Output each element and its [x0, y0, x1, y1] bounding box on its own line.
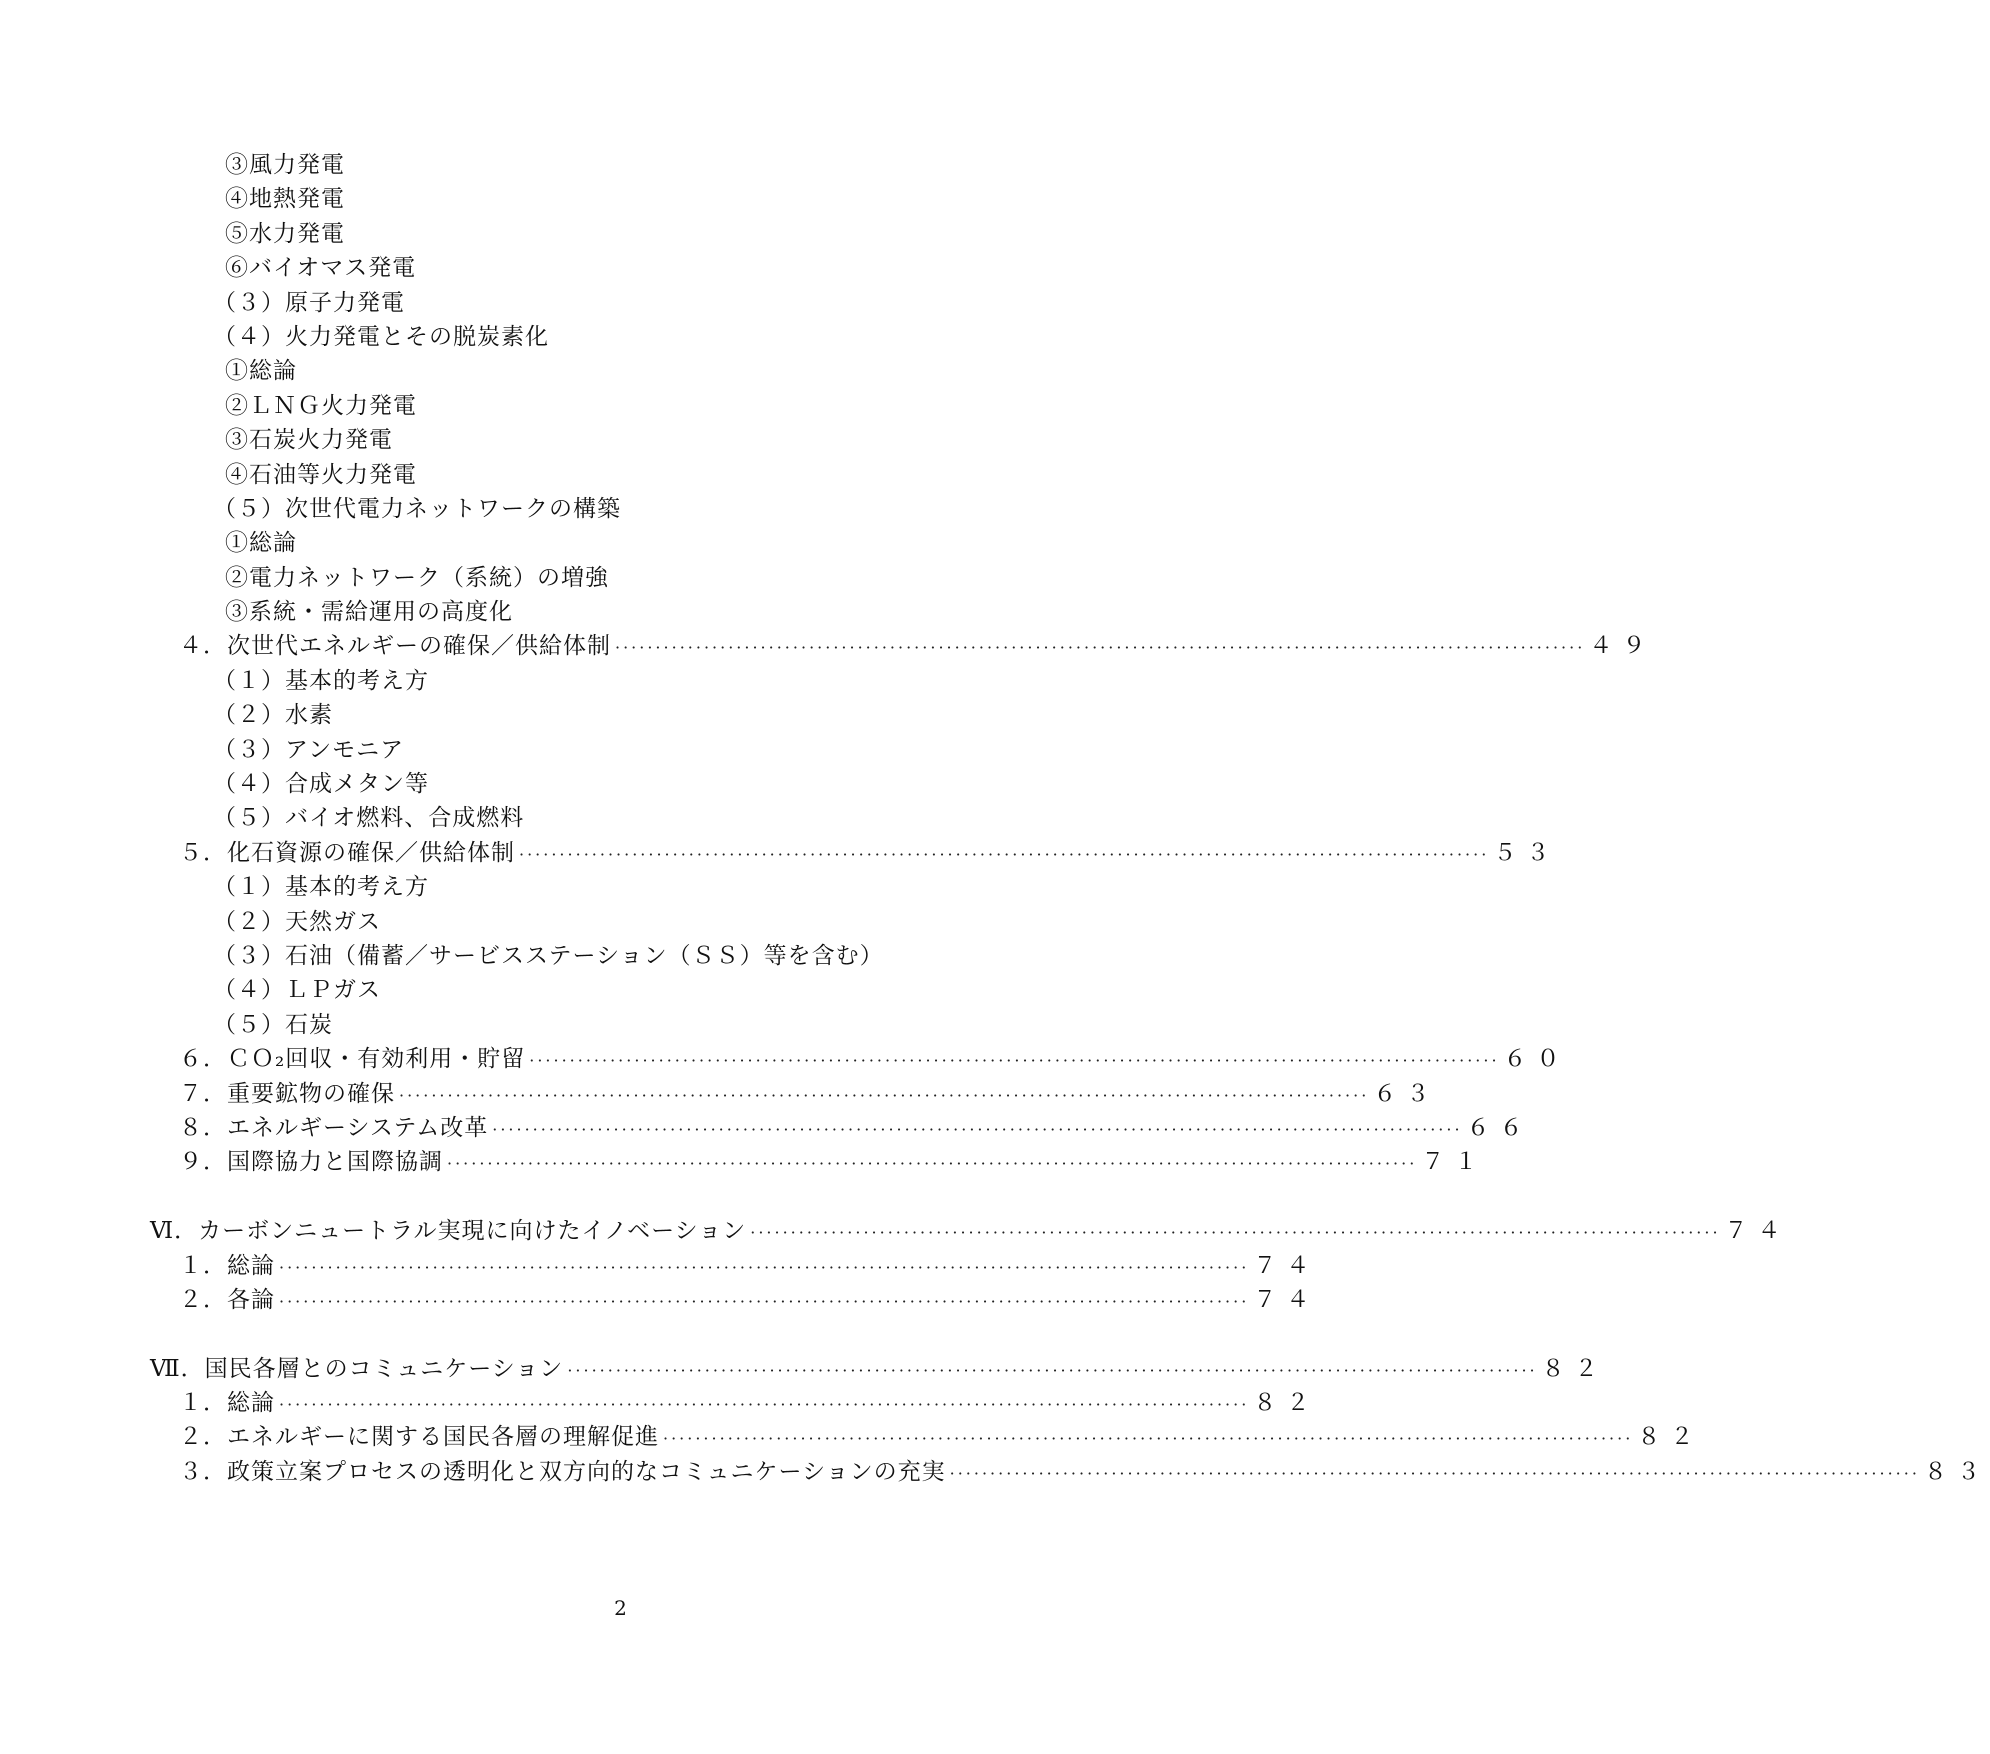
- page-number: 2: [614, 1596, 627, 1620]
- toc-entry[interactable]: [150, 1008, 1090, 1042]
- toc-entry-with-page[interactable]: [150, 1145, 1488, 1179]
- toc-entry-page: ８２: [1637, 1424, 1704, 1451]
- toc-entry-label: ５．化石資源の確保／供給体制: [179, 839, 515, 866]
- leader-dots: ························································································································: [567, 1360, 1538, 1380]
- toc-entry-label: ①総論: [225, 530, 297, 557]
- toc-entry-page: ７１: [1421, 1149, 1488, 1176]
- leader-dots: ························································································································: [279, 1291, 1250, 1311]
- toc-entry-label: （３）原子力発電: [213, 289, 405, 316]
- toc-entry-with-page[interactable]: [150, 1111, 1533, 1145]
- toc-entry-label: ３．政策立案プロセスの透明化と双方向的なコミュニケーションの充実: [179, 1458, 946, 1485]
- toc-entry-label: １．総論: [179, 1252, 275, 1279]
- toc-entry-page: ８２: [1541, 1355, 1608, 1382]
- leader-dots: ························································································································: [279, 1257, 1250, 1277]
- table-of-contents: [150, 148, 1990, 1489]
- toc-entry-with-page[interactable]: [150, 1249, 1320, 1283]
- leader-dots: ························································································································: [615, 638, 1586, 658]
- toc-entry-label: （５）石炭: [213, 1011, 333, 1038]
- toc-entry[interactable]: [150, 526, 1090, 560]
- toc-entry-label: （３）アンモニア: [213, 736, 405, 763]
- leader-dots: ························································································································: [447, 1154, 1418, 1174]
- toc-entry[interactable]: [150, 733, 1090, 767]
- toc-entry[interactable]: [150, 939, 1090, 973]
- toc-entry-label: （３）石油（備蓄／サービスステーション（ＳＳ）等を含む）: [213, 942, 884, 969]
- toc-entry-label: ②電力ネットワーク（系統）の増強: [225, 564, 609, 591]
- toc-entry-label: （５）バイオ燃料、合成燃料: [213, 805, 525, 832]
- toc-entry-page: ６３: [1373, 1080, 1440, 1107]
- leader-dots: ························································································································: [279, 1395, 1250, 1415]
- toc-entry-label: １．総論: [179, 1390, 275, 1417]
- toc-entry[interactable]: [150, 217, 1090, 251]
- toc-entry-label: （４）火力発電とその脱炭素化: [213, 323, 549, 350]
- toc-entry[interactable]: [150, 458, 1090, 492]
- toc-entry-label: （１）基本的考え方: [213, 874, 429, 901]
- toc-entry-label: ２．各論: [179, 1286, 275, 1313]
- toc-entry[interactable]: [150, 286, 1090, 320]
- toc-entry-label: （４）合成メタン等: [213, 771, 429, 798]
- toc-entry-page: ５３: [1493, 839, 1560, 866]
- toc-spacer: [150, 1317, 1090, 1351]
- toc-entry-label: ①総論: [225, 358, 297, 385]
- leader-dots: ························································································································: [663, 1429, 1634, 1449]
- toc-entry-page: ８３: [1923, 1458, 1990, 1485]
- toc-entry-with-page[interactable]: [150, 1352, 1608, 1386]
- leader-dots: ························································································································: [492, 1119, 1463, 1139]
- toc-entry[interactable]: [150, 664, 1090, 698]
- toc-entry-label: ③系統・需給運用の高度化: [225, 599, 513, 626]
- leader-dots: ························································································································: [529, 1051, 1500, 1071]
- toc-entry[interactable]: [150, 354, 1090, 388]
- toc-entry-page: ６０: [1503, 1046, 1570, 1073]
- toc-entry[interactable]: [150, 320, 1090, 354]
- toc-entry-page: ４９: [1589, 633, 1656, 660]
- toc-entry[interactable]: [150, 423, 1090, 457]
- toc-entry-label: ４．次世代エネルギーの確保／供給体制: [179, 633, 611, 660]
- toc-entry-label: （４）ＬＰガス: [213, 977, 381, 1004]
- toc-entry[interactable]: [150, 492, 1090, 526]
- toc-entry-label: ③石炭火力発電: [225, 427, 393, 454]
- toc-entry-with-page[interactable]: [150, 1386, 1320, 1420]
- toc-entry-label: （１）基本的考え方: [213, 667, 429, 694]
- toc-entry[interactable]: [150, 182, 1090, 216]
- toc-entry[interactable]: [150, 561, 1090, 595]
- toc-entry-with-page[interactable]: [150, 1042, 1570, 1076]
- toc-entry-label: ２．エネルギーに関する国民各層の理解促進: [179, 1424, 659, 1451]
- toc-entry-page: ７４: [1253, 1286, 1320, 1313]
- toc-entry-label: ⑥バイオマス発電: [225, 255, 417, 282]
- toc-entry-label: Ⅵ．カーボンニュートラル実現に向けたイノベーション: [150, 1218, 747, 1245]
- toc-entry[interactable]: [150, 767, 1090, 801]
- leader-dots: ························································································································: [750, 1223, 1721, 1243]
- toc-entry[interactable]: [150, 973, 1090, 1007]
- toc-entry[interactable]: [150, 905, 1090, 939]
- toc-entry-page: ６６: [1466, 1114, 1533, 1141]
- toc-entry-page: ７４: [1253, 1252, 1320, 1279]
- toc-entry[interactable]: [150, 595, 1090, 629]
- toc-entry[interactable]: [150, 148, 1090, 182]
- toc-entry-with-page[interactable]: [150, 1283, 1320, 1317]
- toc-entry-with-page[interactable]: [150, 629, 1656, 663]
- toc-entry-label: ②ＬＮＧ火力発電: [225, 392, 417, 419]
- toc-entry-with-page[interactable]: [150, 1420, 1704, 1454]
- toc-entry-with-page[interactable]: [150, 836, 1560, 870]
- leader-dots: ························································································································: [949, 1463, 1920, 1483]
- toc-entry[interactable]: [150, 251, 1090, 285]
- toc-entry-label: （５）次世代電力ネットワークの構築: [213, 495, 621, 522]
- toc-entry-with-page[interactable]: [150, 1077, 1440, 1111]
- leader-dots: ························································································································: [519, 844, 1490, 864]
- toc-entry-label: （２）水素: [213, 702, 333, 729]
- toc-entry-label: ③風力発電: [225, 152, 345, 178]
- toc-entry[interactable]: [150, 389, 1090, 423]
- toc-entry-label: ④石油等火力発電: [225, 461, 417, 488]
- toc-entry-page: ７４: [1724, 1218, 1791, 1245]
- toc-entry-label: ８．エネルギーシステム改革: [179, 1114, 489, 1141]
- toc-entry[interactable]: [150, 870, 1090, 904]
- toc-spacer: [150, 1180, 1090, 1214]
- toc-entry-label: ７．重要鉱物の確保: [179, 1080, 395, 1107]
- toc-entry-label: （２）天然ガス: [213, 908, 381, 935]
- toc-entry-with-page[interactable]: [150, 1214, 1791, 1248]
- toc-entry-label: Ⅶ．国民各層とのコミュニケーション: [150, 1355, 564, 1382]
- toc-entry[interactable]: [150, 801, 1090, 835]
- toc-entry-with-page[interactable]: [150, 1455, 1990, 1489]
- toc-entry-label: ④地熱発電: [225, 186, 345, 213]
- toc-entry-label: ９．国際協力と国際協調: [179, 1149, 443, 1176]
- toc-entry-label: ⑤水力発電: [225, 220, 345, 247]
- toc-entry-label: ６．ＣＯ₂回収・有効利用・貯留: [179, 1046, 526, 1073]
- toc-entry-page: ８２: [1253, 1390, 1320, 1417]
- toc-entry[interactable]: [150, 698, 1090, 732]
- leader-dots: ························································································································: [399, 1085, 1370, 1105]
